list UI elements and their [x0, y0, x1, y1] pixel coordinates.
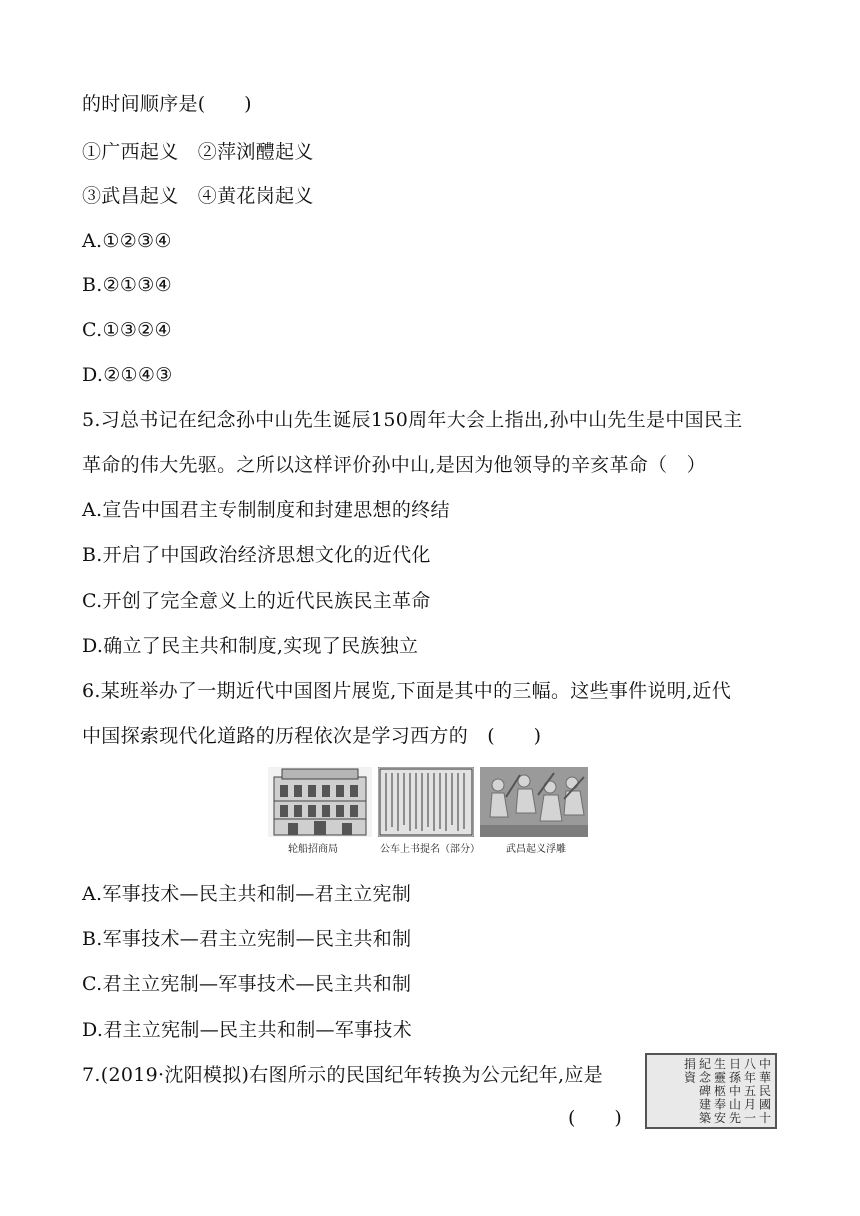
stele-glyph: 建: [698, 1097, 712, 1112]
q5-stem-line2: 革命的伟大先驱。之所以这样评价孙中山,是因为他领导的辛亥革命（ ）: [82, 454, 706, 476]
q5-option-b[interactable]: B.开启了中国政治经济思想文化的近代化: [82, 544, 431, 566]
q6-option-a[interactable]: A.军事技术—民主共和制—君主立宪制: [82, 883, 412, 905]
q5-option-d[interactable]: D.确立了民主共和制度,实现了民族独立: [82, 635, 419, 657]
memorial-stele-inscription-image: [645, 1053, 777, 1129]
q6-photo-strip: [268, 767, 588, 859]
q6-stem-line2: 中国探索现代化道路的历程依次是学习西方的 ( ): [82, 725, 542, 747]
caption-relief: 武昌起义浮雕: [506, 844, 566, 855]
stele-glyph: 柩: [713, 1084, 727, 1098]
q6-option-d[interactable]: D.君主立宪制—民主共和制—军事技术: [82, 1019, 412, 1041]
stele-glyph: 民: [758, 1084, 772, 1098]
stele-glyph: 資: [683, 1070, 697, 1085]
stele-glyph: 捐: [683, 1057, 697, 1071]
stele-glyph: 八: [743, 1057, 757, 1071]
stele-glyph: 紀: [698, 1057, 712, 1071]
q4-option-b[interactable]: B.②①③④: [82, 274, 172, 296]
stele-glyph: 中: [728, 1084, 742, 1098]
q6-stem-line1: 6.某班举办了一期近代中国图片展览,下面是其中的三幅。这些事件说明,近代: [82, 680, 732, 702]
merchants-steamship-building-photo: [268, 767, 372, 837]
q5-option-a[interactable]: A.宣告中国君主专制制度和封建思想的终结: [82, 499, 450, 521]
q7-stem-line1: 7.(2019·沈阳模拟)右图所示的民国纪年转换为公元纪年,应是: [82, 1064, 603, 1086]
q4-option-c[interactable]: C.①③②④: [82, 319, 172, 341]
stele-glyph: 築: [698, 1111, 712, 1125]
stele-glyph: 國: [758, 1097, 772, 1112]
stele-glyph: 孫: [728, 1070, 742, 1085]
q4-items-line2: ③武昌起义 ④黄花岗起义: [82, 185, 314, 207]
wuchang-uprising-relief-photo: [480, 767, 588, 837]
stele-glyph: 月: [743, 1097, 757, 1112]
stele-inscription: [647, 1055, 775, 1127]
stele-glyph: 靈: [713, 1070, 727, 1085]
petition-signatures-photo: [378, 767, 474, 837]
stele-glyph: 中: [758, 1057, 772, 1071]
stele-glyph: 十: [758, 1111, 772, 1125]
q4-option-d[interactable]: D.②①④③: [82, 364, 173, 386]
stele-glyph: 華: [758, 1070, 772, 1085]
q5-stem-line1: 5.习总书记在纪念孙中山先生诞辰150周年大会上指出,孙中山先生是中国民主: [82, 409, 743, 431]
stele-glyph: 奉: [713, 1097, 727, 1112]
stele-glyph: 五: [743, 1084, 757, 1098]
stele-glyph: 生: [713, 1057, 727, 1071]
stele-glyph: 碑: [698, 1084, 712, 1098]
stele-glyph: 山: [728, 1097, 742, 1112]
q6-option-c[interactable]: C.君主立宪制—军事技术—民主共和制: [82, 973, 412, 995]
q5-option-c[interactable]: C.开创了完全意义上的近代民族民主革命: [82, 590, 431, 612]
stele-glyph: 日: [728, 1057, 742, 1071]
q6-option-b[interactable]: B.军事技术—君主立宪制—民主共和制: [82, 928, 412, 950]
caption-petition: 公车上书提名（部分）: [380, 844, 480, 855]
stele-glyph: 念: [698, 1070, 712, 1085]
q4-items-line1: ①广西起义 ②萍浏醴起义: [82, 141, 314, 163]
caption-merchants-steamship: 轮船招商局: [288, 844, 338, 855]
q4-stem-tail: 的时间顺序是( ): [82, 93, 252, 115]
stele-glyph: 安: [713, 1111, 727, 1125]
stele-glyph: 一: [743, 1111, 757, 1125]
q7-answer-blank: ( ): [568, 1107, 623, 1129]
stele-glyph: 先: [728, 1111, 742, 1125]
stele-glyph: 年: [743, 1070, 757, 1085]
q4-option-a[interactable]: A.①②③④: [82, 230, 172, 252]
